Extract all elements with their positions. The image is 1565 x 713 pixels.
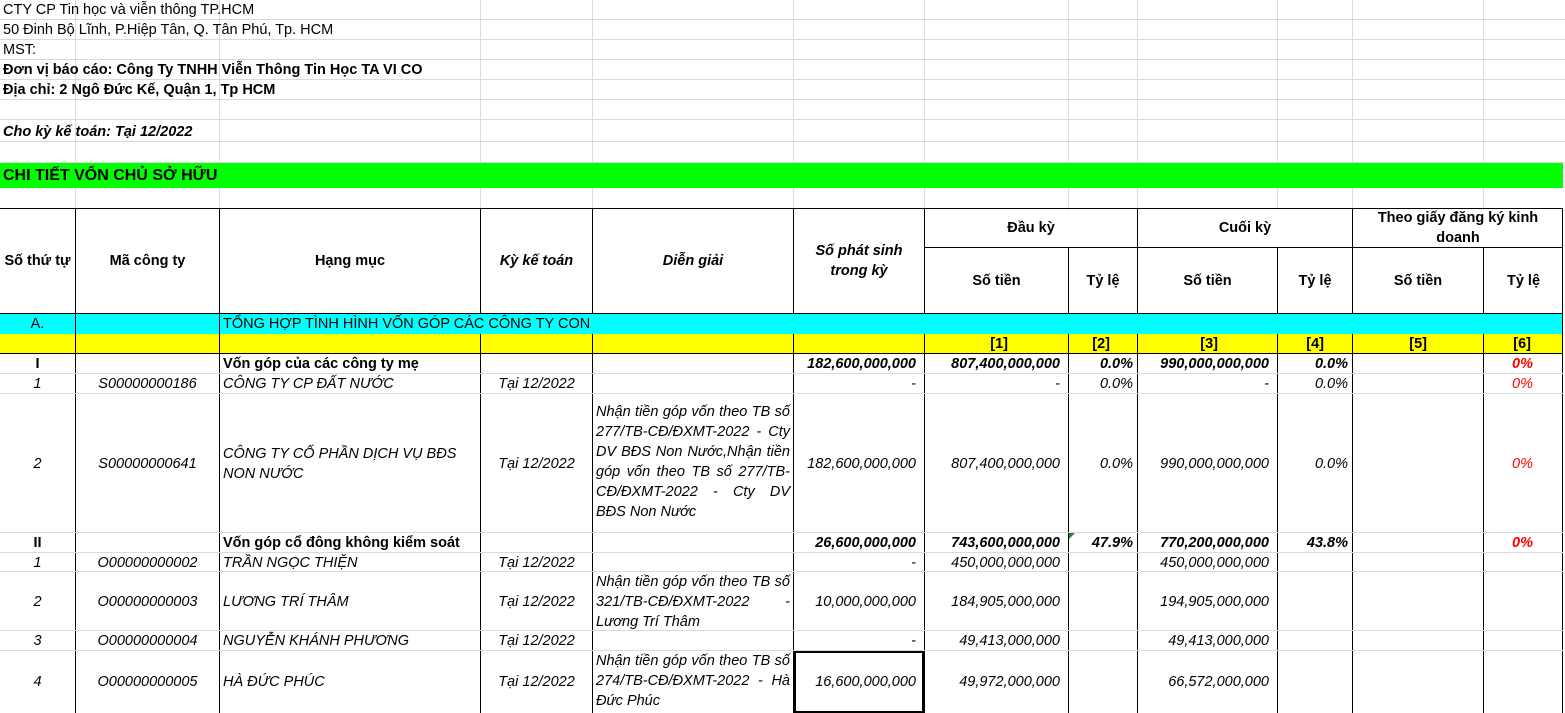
col-header-hang-muc[interactable]: Hạng mục: [314, 253, 386, 269]
row-1-1-name[interactable]: CÔNG TY CP ĐẤT NƯỚC: [223, 376, 394, 392]
row-divider: [0, 571, 1563, 572]
col-header-dau-ty-le[interactable]: Tỷ lệ: [1086, 272, 1120, 289]
row-2-1-so-phat-sinh[interactable]: -: [911, 554, 916, 571]
row-2-2-dien-giai[interactable]: Nhận tiền góp vốn theo TB số 321/TB-CĐ/ĐXMT-2022 - Lương Trí Thâm: [596, 574, 790, 630]
table-border: [924, 334, 925, 713]
row-2-4-stt[interactable]: 4: [33, 674, 42, 690]
row-2-1-name[interactable]: TRẦN NGỌC THIỆN: [223, 554, 358, 571]
row-2-4-cuoi-ky[interactable]: 66,572,000,000: [1168, 674, 1269, 690]
col-header-gp-ty-le[interactable]: Tỷ lệ: [1506, 272, 1541, 289]
row-2-4-dau-ky[interactable]: 49,972,000,000: [959, 674, 1060, 690]
table-border: [0, 208, 1563, 209]
row-1-2-cuoi-ty-le[interactable]: 0.0%: [1314, 455, 1348, 472]
table-border: [0, 353, 1563, 354]
table-border: [793, 334, 794, 713]
table-border: [592, 334, 593, 713]
company-address[interactable]: 50 Đinh Bộ Lĩnh, P.Hiệp Tân, Q. Tân Phú, Tp. HCM: [3, 22, 334, 38]
col-header-theo-giay[interactable]: Theo giấy đăng ký kinh doanh: [1377, 210, 1539, 246]
table-border: [1562, 208, 1563, 713]
row-2-4-name[interactable]: HÀ ĐỨC PHÚC: [223, 674, 325, 690]
table-border: [480, 208, 481, 313]
table-border: [219, 208, 220, 713]
table-border: [592, 208, 593, 313]
row-1-1-so-phat-sinh[interactable]: -: [911, 376, 916, 392]
row-2-4-dien-giai[interactable]: Nhận tiền góp vốn theo TB số 274/TB-CĐ/ĐXMT-2022 - Hà Đức Phúc: [596, 653, 790, 709]
row-2-3-ky[interactable]: Tại 12/2022: [498, 633, 575, 649]
table-border: [1277, 334, 1278, 713]
col-header-cuoi-so-tien[interactable]: Số tiền: [1183, 272, 1232, 289]
row-1-1-cuoi-ty-le[interactable]: 0.0%: [1314, 376, 1348, 392]
row-1-2-ky[interactable]: Tại 12/2022: [498, 455, 575, 472]
group-1-name[interactable]: Vốn góp của các công ty mẹ: [223, 356, 419, 372]
row-1-1-gp-ty-le[interactable]: 0%: [1512, 376, 1533, 392]
table-border: [924, 208, 925, 313]
row-divider: [0, 393, 1563, 394]
row-2-3-cuoi-ky[interactable]: 49,413,000,000: [1168, 633, 1269, 649]
row-2-2-ma[interactable]: O00000000003: [97, 593, 198, 610]
index-6[interactable]: [6]: [1513, 336, 1531, 352]
row-1-2-so-phat-sinh[interactable]: 182,600,000,000: [807, 455, 916, 472]
row-2-2-name[interactable]: LƯƠNG TRÍ THÂM: [223, 593, 349, 610]
table-border: [1068, 334, 1069, 713]
comment-indicator-icon: [1069, 533, 1075, 539]
section-a-stt[interactable]: A.: [30, 315, 45, 332]
col-header-ma[interactable]: Mã công ty: [109, 253, 186, 269]
col-header-cuoi-ky[interactable]: Cuối kỳ: [1218, 220, 1272, 236]
row-2-2-cuoi-ky[interactable]: 194,905,000,000: [1160, 593, 1269, 610]
row-2-1-cuoi-ky[interactable]: 450,000,000,000: [1160, 554, 1269, 571]
index-2[interactable]: [2]: [1092, 336, 1110, 352]
col-header-dien-giai[interactable]: Diễn giải: [662, 253, 724, 269]
row-divider: [0, 373, 1563, 374]
table-border: [1068, 247, 1069, 313]
table-border: [1483, 334, 1484, 713]
col-header-stt[interactable]: Số thứ tự: [4, 253, 71, 269]
row-1-2-cuoi-ky[interactable]: 990,000,000,000: [1160, 455, 1269, 472]
group-1-stt[interactable]: I: [35, 356, 40, 372]
row-2-2-so-phat-sinh[interactable]: 10,000,000,000: [815, 593, 916, 610]
row-2-2-dau-ky[interactable]: 184,905,000,000: [951, 593, 1060, 610]
index-3[interactable]: [3]: [1200, 336, 1218, 352]
reporting-unit[interactable]: Đơn vị báo cáo: Công Ty TNHH Viễn Thông Tin Học TA VI CO: [3, 62, 423, 78]
row-2-1-dau-ky[interactable]: 450,000,000,000: [951, 554, 1060, 571]
group-2-dau-ty-le[interactable]: 47.9%: [1091, 535, 1133, 551]
row-1-2-dien-giai[interactable]: Nhận tiền góp vốn theo TB số 277/TB-CĐ/ĐXMT-2022 - Cty DV BĐS Non Nước,Nhận tiền góp vốn theo TB số 277/TB-CĐ/ĐXMT-2022 - Cty DV BĐS Non Nước: [596, 404, 790, 520]
row-1-1-dau-ty-le[interactable]: 0.0%: [1099, 376, 1133, 392]
table-border: [0, 313, 1563, 314]
col-header-ky[interactable]: Kỳ kế toán: [499, 253, 574, 269]
group-1-dau-ty-le[interactable]: 0.0%: [1099, 356, 1133, 372]
group-1-dau-ky[interactable]: 807,400,000,000: [951, 356, 1060, 372]
row-2-3-dau-ky[interactable]: 49,413,000,000: [959, 633, 1060, 649]
accounting-period[interactable]: Cho kỳ kế toán: Tại 12/2022: [3, 124, 193, 140]
row-2-4-ma[interactable]: O00000000005: [97, 674, 198, 690]
row-1-1-dau-ky[interactable]: -: [1055, 376, 1060, 392]
row-1-2-dau-ky[interactable]: 807,400,000,000: [951, 455, 1060, 472]
row-2-4-so-phat-sinh-selected[interactable]: 16,600,000,000: [794, 651, 924, 713]
col-header-gp-so-tien[interactable]: Số tiền: [1393, 272, 1443, 289]
group-2-dau-ky[interactable]: 743,600,000,000: [951, 535, 1060, 551]
col-header-cuoi-ty-le[interactable]: Tỷ lệ: [1298, 272, 1332, 289]
col-header-dau-ky[interactable]: Đầu kỳ: [1007, 220, 1055, 236]
index-4[interactable]: [4]: [1306, 336, 1324, 352]
index-5[interactable]: [5]: [1409, 336, 1427, 352]
banner-title[interactable]: CHI TIẾT VỐN CHỦ SỞ HỮU: [3, 166, 218, 184]
group-2-gp-ty-le[interactable]: 0%: [1512, 535, 1533, 551]
row-2-3-ma[interactable]: O00000000004: [97, 633, 198, 649]
row-divider: [0, 552, 1563, 553]
row-1-1-cuoi-ky[interactable]: -: [1264, 376, 1269, 392]
company-name[interactable]: CTY CP Tin học và viễn thông TP.HCM: [3, 2, 255, 18]
reporting-unit-address[interactable]: Địa chỉ: 2 Ngô Đức Kế, Quận 1, Tp HCM: [3, 82, 276, 98]
table-border: [925, 247, 1563, 248]
group-1-cuoi-ty-le[interactable]: 0.0%: [1314, 356, 1348, 372]
row-2-1-ky[interactable]: Tại 12/2022: [498, 554, 575, 571]
group-1-cuoi-ky[interactable]: 990,000,000,000: [1160, 356, 1269, 372]
section-a-title[interactable]: TỔNG HỢP TÌNH HÌNH VỐN GÓP CÁC CÔNG TY CON: [223, 315, 591, 332]
group-1-so-phat-sinh[interactable]: 182,600,000,000: [807, 356, 916, 372]
row-2-1-stt[interactable]: 1: [33, 554, 42, 571]
col-header-dau-so-tien[interactable]: Số tiền: [972, 272, 1021, 289]
row-1-2-dau-ty-le[interactable]: 0.0%: [1099, 455, 1133, 472]
table-border: [1277, 247, 1278, 313]
row-2-3-stt[interactable]: 3: [33, 633, 42, 649]
index-1[interactable]: [1]: [990, 336, 1008, 352]
row-2-3-name[interactable]: NGUYỄN KHÁNH PHƯƠNG: [223, 633, 410, 649]
row-divider: [0, 650, 1563, 651]
row-divider: [0, 532, 1563, 533]
group-1-gp-ty-le[interactable]: 0%: [1512, 356, 1533, 372]
row-1-1-stt[interactable]: 1: [33, 376, 42, 392]
table-border: [75, 208, 76, 713]
row-1-2-name[interactable]: CÔNG TY CỔ PHẦN DỊCH VỤ BĐS NON NƯỚC: [223, 445, 457, 482]
table-border: [1137, 208, 1138, 313]
group-2-so-phat-sinh[interactable]: 26,600,000,000: [815, 535, 916, 551]
row-2-2-ky[interactable]: Tại 12/2022: [498, 593, 575, 610]
row-2-3-so-phat-sinh[interactable]: -: [911, 633, 916, 649]
table-border: [480, 334, 481, 713]
table-border: [793, 208, 794, 313]
row-1-2-ma[interactable]: S00000000641: [98, 455, 197, 472]
row-1-1-ky[interactable]: Tại 12/2022: [498, 376, 575, 392]
table-border: [1352, 208, 1353, 313]
row-1-2-stt[interactable]: 2: [33, 455, 42, 472]
group-2-cuoi-ty-le[interactable]: 43.8%: [1306, 535, 1348, 551]
row-2-4-ky[interactable]: Tại 12/2022: [498, 674, 575, 690]
col-header-so-phat-sinh[interactable]: Số phát sinh trong kỳ: [815, 243, 903, 279]
table-border: [1352, 334, 1353, 713]
row-2-1-ma[interactable]: O00000000002: [97, 554, 198, 571]
tax-code-label[interactable]: MST:: [3, 42, 37, 58]
table-border: [1483, 247, 1484, 313]
table-border: [1137, 334, 1138, 713]
row-1-1-ma[interactable]: S00000000186: [98, 376, 197, 392]
group-2-cuoi-ky[interactable]: 770,200,000,000: [1160, 535, 1269, 551]
group-2-name[interactable]: Vốn góp cổ đông không kiểm soát: [223, 535, 460, 551]
row-2-2-stt[interactable]: 2: [33, 593, 42, 610]
row-divider: [0, 630, 1563, 631]
row-1-2-gp-ty-le[interactable]: 0%: [1512, 455, 1533, 472]
group-2-stt[interactable]: II: [33, 535, 42, 551]
